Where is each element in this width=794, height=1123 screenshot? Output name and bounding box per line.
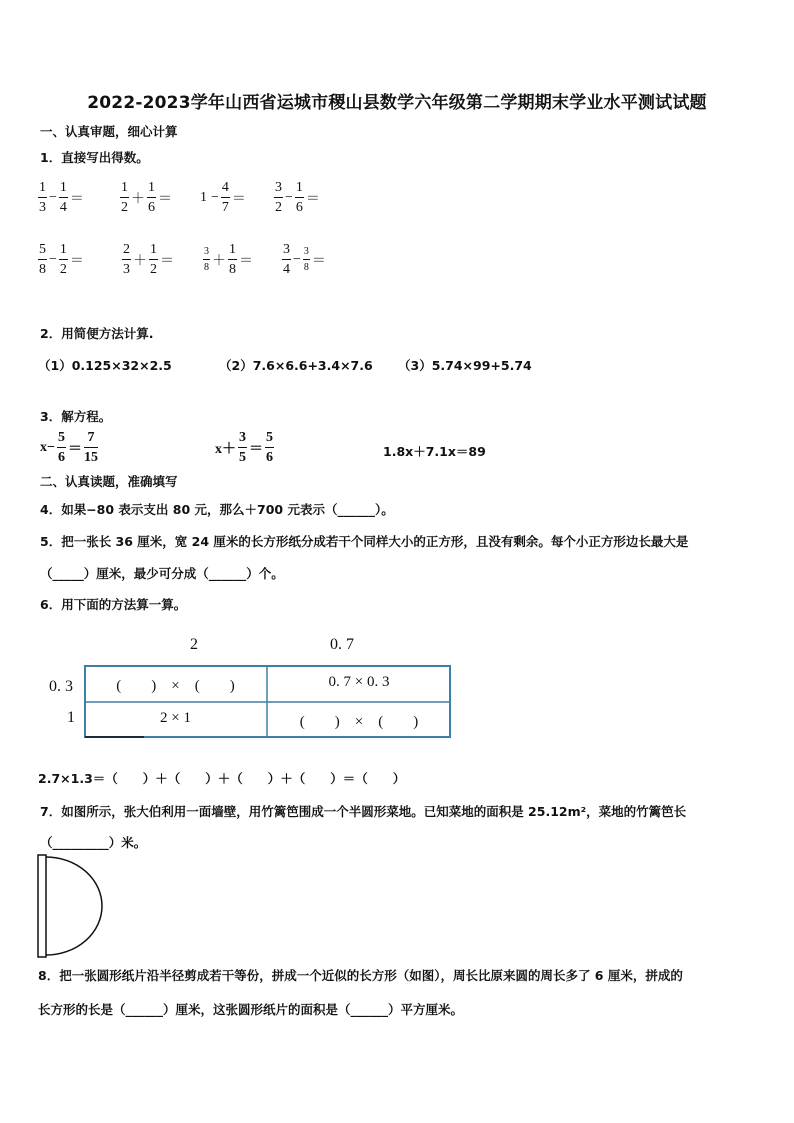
- question-1-label: 1．直接写出得数。: [40, 150, 149, 165]
- q1-expr-2: $\frac{1}{2}$ ＋ $\frac{1}{6}$ ＝: [121, 180, 172, 215]
- q1-expr-5: $\frac{5}{8}$ − $\frac{1}{2}$ ＝: [39, 242, 84, 277]
- q2-item-2: （2）7.6×6.6+3.4×7.6: [219, 358, 373, 373]
- question-2-label: 2．用简便方法计算.: [40, 326, 154, 341]
- q6-col-label-1: 2: [190, 636, 198, 653]
- q1-expr-6: $\frac{2}{3}$ ＋ $\frac{1}{2}$ ＝: [123, 242, 174, 277]
- page-title: 2022-2023学年山西省运城市稷山县数学六年级第二学期期末学业水平测试试题: [87, 93, 707, 113]
- q3-equation-2: x＋ $\frac{3}{5}$ ＝ $\frac{5}{6}$: [215, 430, 273, 465]
- q1-expr-7: $\frac{3}{8}$ ＋ $\frac{1}{8}$ ＝: [204, 242, 253, 277]
- question-3-label: 3．解方程。: [40, 409, 112, 424]
- q6-row-label-1: 0. 3: [49, 678, 73, 695]
- question-4: 4．如果−80 表示支出 80 元，那么＋700 元表示（______）。: [40, 502, 394, 517]
- wall-rect: [38, 855, 46, 957]
- question-7-line-1: 7．如图所示，张大伯利用一面墙壁，用竹篱笆围成一个半圆形菜地。已知菜地的面积是 25.12m²，菜地的竹篱笆长: [40, 804, 687, 819]
- q3-equation-3: 1.8x＋7.1x＝89: [383, 444, 486, 459]
- q2-item-1: （1）0.125×32×2.5: [38, 358, 172, 373]
- question-6-label: 6．用下面的方法算一算。: [40, 597, 187, 612]
- q6-row-label-2: 1: [67, 709, 75, 726]
- q6-cell-r1c2: 0. 7 × 0. 3: [328, 674, 390, 690]
- q6-cell-r2c1: 2 × 1: [160, 710, 191, 726]
- question-5-line-1: 5．把一张长 36 厘米，宽 24 厘米的长方形纸分成若干个同样大小的正方形，且没有剩余。每个小正方形边长最大是: [40, 534, 689, 549]
- question-7-line-2: （_________）米。: [40, 835, 147, 850]
- q6-cell-r2c2: ( ) × ( ): [299, 714, 419, 730]
- semicircle-garden-figure: [36, 853, 106, 959]
- q6-sum-line: 2.7×1.3＝（ ）＋（ ）＋（ ）＋（ ）＝（ ）: [38, 771, 406, 786]
- question-8-line-1: 8．把一张圆形纸片沿半径剪成若干等份，拼成一个近似的长方形（如图），周长比原来圆的周长多了 6 厘米，拼成的: [38, 968, 683, 983]
- q6-col-label-2: 0. 7: [330, 636, 354, 653]
- q1-expr-8: $\frac{3}{4}$ − $\frac{3}{8}$ ＝: [283, 242, 326, 277]
- q1-expr-1: $\frac{1}{3}$ − $\frac{1}{4}$ ＝: [39, 180, 84, 215]
- fence-arc: [46, 857, 102, 955]
- question-8-line-2: 长方形的长是（______）厘米，这张圆形纸片的面积是（______）平方厘米。: [38, 1002, 464, 1017]
- q1-expr-4: $\frac{3}{2}$ − $\frac{1}{6}$ ＝: [275, 180, 320, 215]
- section-2-heading: 二、认真读题，准确填写: [40, 474, 178, 489]
- question-5-line-2: （_____）厘米，最少可分成（______）个。: [40, 566, 284, 581]
- q3-equation-1: x− $\frac{5}{6}$ ＝ $\frac{7}{15}$: [40, 430, 98, 465]
- q6-cell-r1c1: ( ) × ( ): [116, 678, 235, 694]
- q2-item-3: （3）5.74×99+5.74: [398, 358, 532, 373]
- section-1-heading: 一、认真审题，细心计算: [40, 124, 178, 139]
- q6-area-grid: [84, 665, 451, 738]
- q1-expr-3: 1 − $\frac{4}{7}$ ＝: [200, 180, 246, 215]
